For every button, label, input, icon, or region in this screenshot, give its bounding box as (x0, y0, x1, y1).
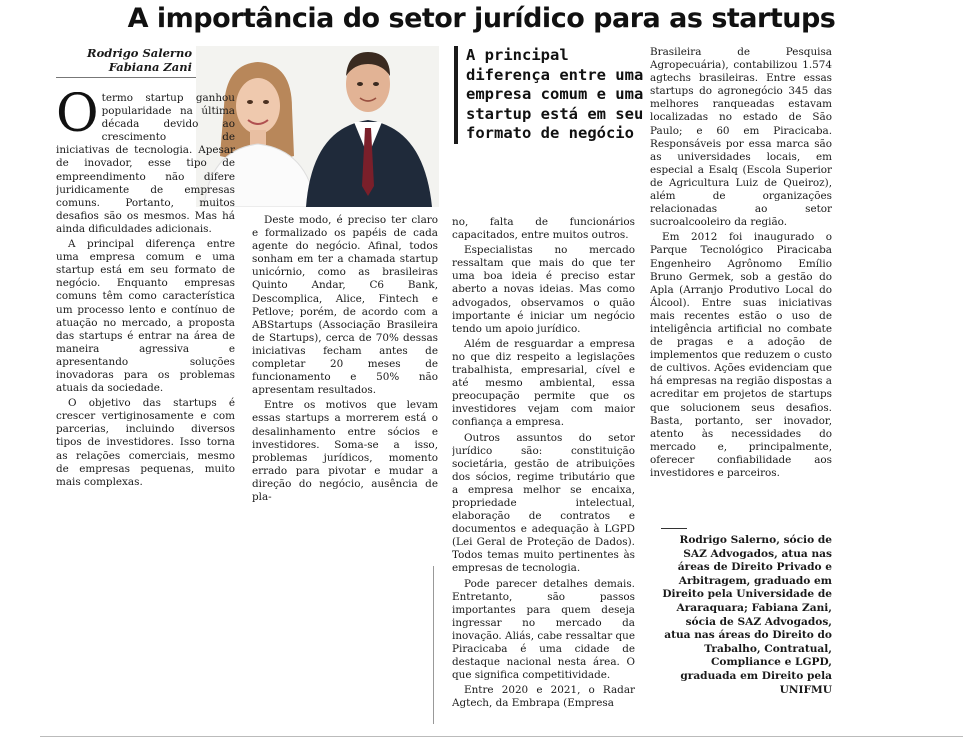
paragraph: termo startup ganhou popularidade na última década devido ao crescimento de iniciativas de tecnologia. Apesar de inovador, esse tipo de empreendimento não difere juridicamente de empresas comuns. Portanto, muitos desafios são os mesmos. Mas há ainda dificuldades adicionais. (56, 92, 235, 235)
paragraph: no, falta de funcionários capacitados, entre muitos outros. (452, 216, 635, 242)
column-divider (433, 566, 434, 724)
paragraph: Além de resguardar a empresa no que diz respeito a legislações trabalhista, empresarial, cível e até mesmo ambiental, essa preocupação permite que os investidores vejam com maior confiança a empresa. (452, 337, 635, 429)
paragraph: Em 2012 foi inaugurado o Parque Tecnológico Piracicaba Engenheiro Agrônomo Emílio Bruno Germek, sob a gestão do Apla (Arranjo Produtivo Local do Álcool). Entre suas iniciativas mais recentes estão o uso de inteligência artificial no combate de pragas e a adoção de implementos que reduzem o custo de cultivos. Ações evidenciam que há empresas na região dispostas a acreditar em projetos de startups que solucionem seus desafios. Basta, portanto, ser inovador, atento às necessidades do mercado e, principalmente, oferecer confiabilidade aos investidores e parceiros. (650, 231, 832, 479)
paragraph: O objetivo das startups é crescer vertiginosamente e com parcerias, incluindo diversos tipos de investidores. Isso torna as relações comerciais, mesmo de empresas pequenas, muito mais complexas. (56, 397, 235, 488)
article-column-1 (56, 92, 235, 542)
article-column-4 (650, 46, 832, 522)
author-name: Fabiana Zani (108, 60, 192, 74)
paragraph: Especialistas no mercado ressaltam que mais do que ter uma boa ideia é preciso estar aberto a novas ideias. Mas como advogados, observamos o quão importante é iniciar um negócio tendo um apoio jurídico. (452, 244, 635, 335)
page-bottom-rule (40, 736, 963, 737)
paragraph: Outros assuntos do setor jurídico são: constituição societária, gestão de atribuições dos sócios, regime tributário que a empresa melhor se encaixa, propriedade intelectual, elaboração de contratos e documentos e adequação à LGPD (Lei Geral de Proteção de Dados). Todos temas muito pertinentes às empresas de tecnologia. (452, 431, 635, 575)
bio-divider (661, 528, 687, 529)
author-name: Rodrigo Salerno (87, 46, 192, 60)
paragraph: Deste modo, é preciso ter claro e formalizado os papéis de cada agente do negócio. Afinal, todos sonham em ter a chamada startup unicórnio, como as brasileiras Quinto Andar, C6 Bank, Descomplica, Alice, Fintech e Petlove; porém, de acordo com a ABStartups (Associação Brasileira de Startups), cerca de 70% dessas iniciativas fecham antes de completar 20 meses de funcionamento e 50% não apresentam resultados. (252, 214, 438, 397)
paragraph: Entre 2020 e 2021, o Radar Agtech, da Embrapa (Empresa (452, 684, 635, 710)
drop-cap: O (56, 92, 99, 144)
article-column-2 (252, 214, 438, 534)
pull-quote: A principal diferença entre uma empresa comum e uma startup está em seu formato de negócio (454, 46, 644, 144)
byline (60, 46, 192, 74)
paragraph: Entre os motivos que levam essas startups a morrerem está o desalinhamento entre sócios e investidores. Soma-se a isso, problemas jurídicos, momento errado para pivotar e mudar a direção do negócio, ausência de pla- (252, 399, 438, 503)
headline: A importância do setor jurídico para as startups (127, 3, 836, 34)
byline-divider (56, 77, 196, 78)
author-bio: Rodrigo Salerno, sócio de SAZ Advogados, atua nas áreas de Direito Privado e Arbitragem, graduado em Direito pela Universidade de Araraquara; Fabiana Zani, sócia de SAZ Advogados, atua nas áreas do Direito do Trabalho, Contratual, Compliance e LGPD, graduada em Direito pela UNIFMU (662, 534, 832, 696)
article-column-3 (452, 216, 635, 734)
paragraph: Brasileira de Pesquisa Agropecuária), contabilizou 1.574 agtechs brasileiras. Entre essas startups do agronegócio 345 das melhores ranqueadas estavam localizadas no estado de São Paulo; e 60 em Piracicaba. Responsáveis por essa marca são as universidades locais, em especial a Esalq (Escola Superior de Agricultura Luiz de Queiroz), além de organizações relacionadas ao setor sucroalcooleiro da região. (650, 46, 832, 229)
paragraph: A principal diferença entre uma empresa comum e uma startup está em seu formato de negócio. Enquanto empresas comuns têm como característica um processo lento e contínuo de atuação no mercado, a proposta das startups é entrar na área de maneira agressiva e apresentando soluções inovadoras para os problemas atuais da sociedade. (56, 238, 235, 395)
paragraph: Pode parecer detalhes demais. Entretanto, são passos importantes para quem deseja ingressar no mercado da inovação. Aliás, cabe ressaltar que Piracicaba é uma cidade de destaque nacional nesta área. O que significa competitividade. (452, 577, 635, 682)
